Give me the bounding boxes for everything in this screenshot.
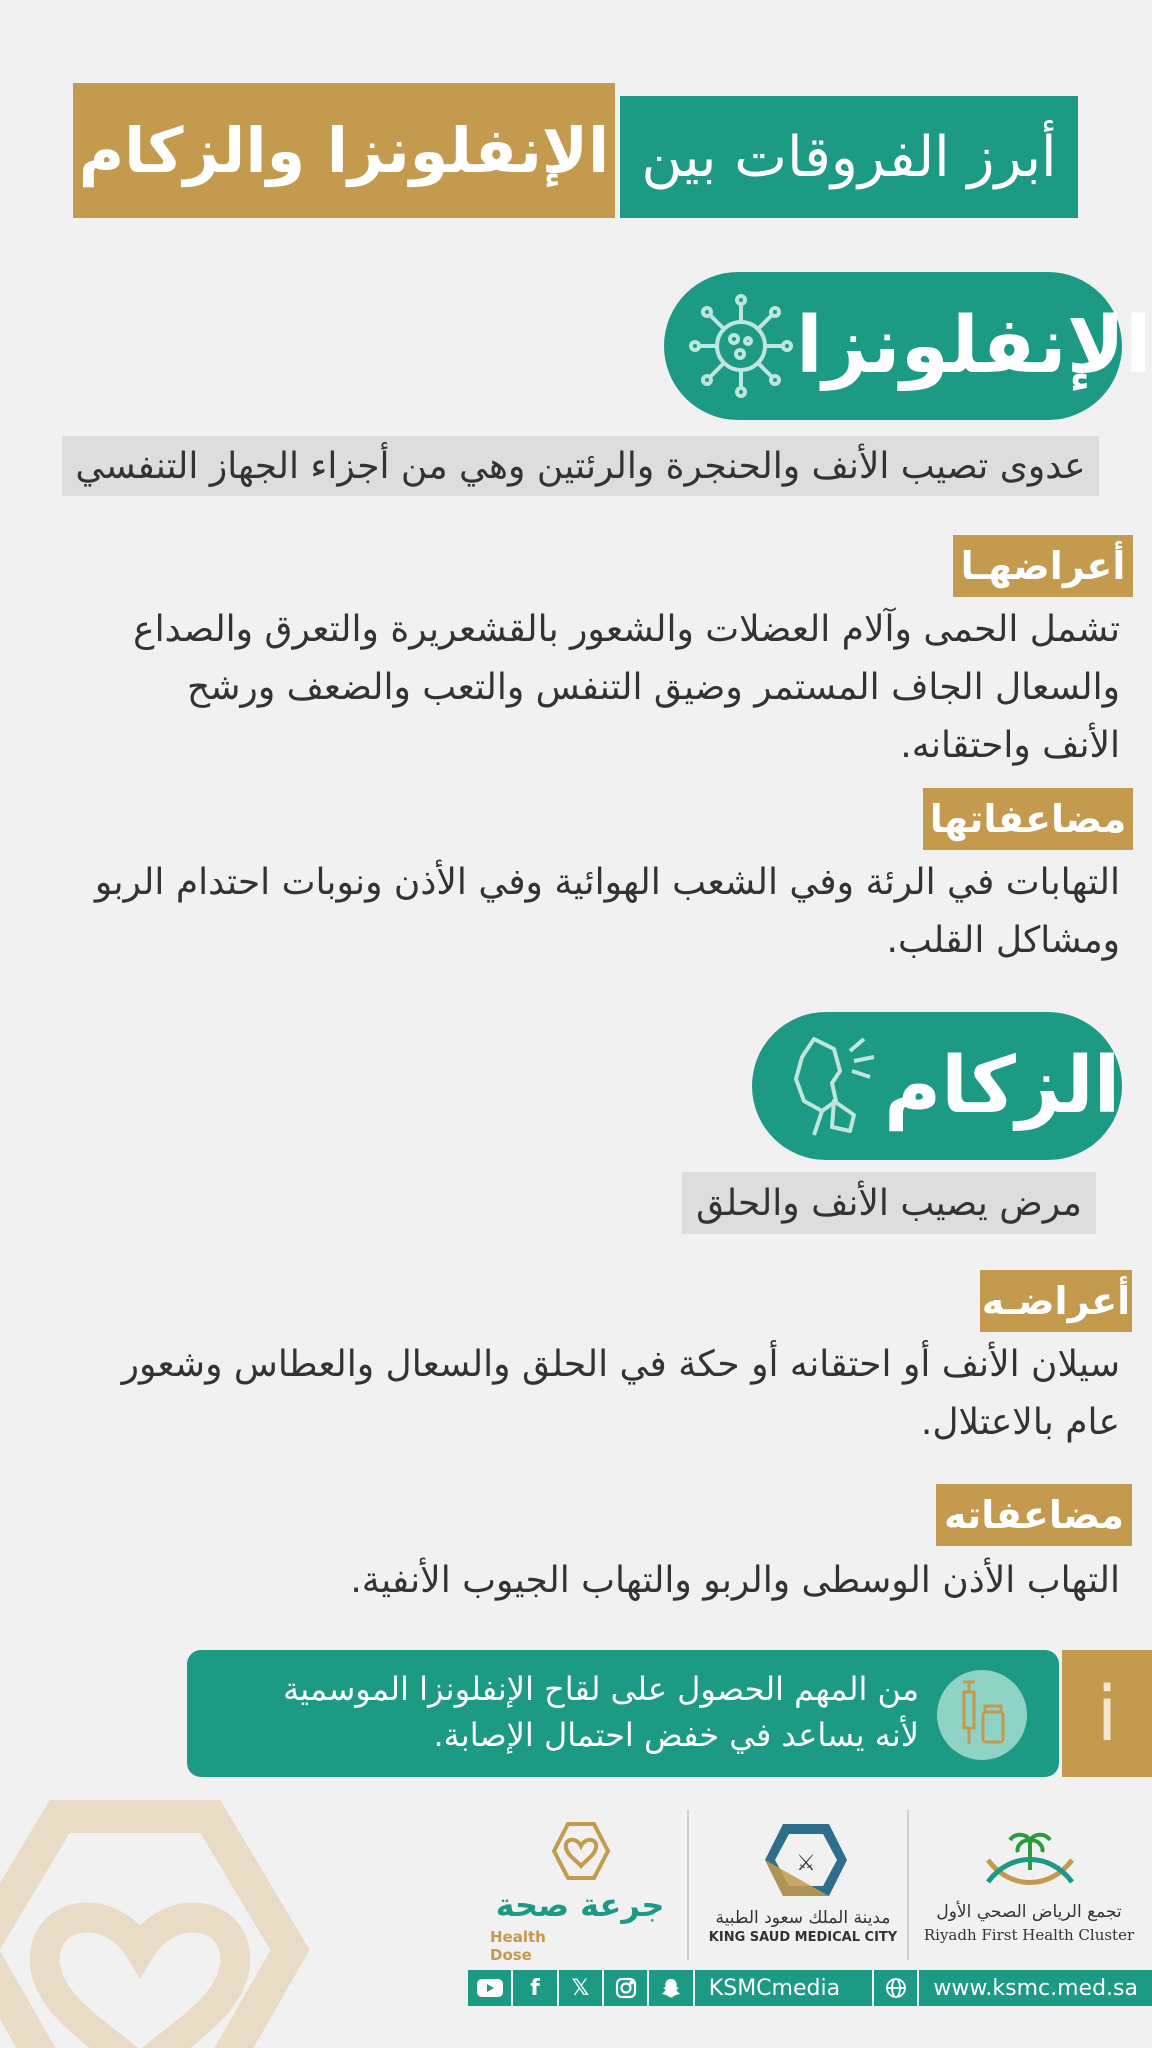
logo-divider <box>687 1810 689 1960</box>
instagram-icon[interactable] <box>602 1970 647 2006</box>
page-title: أبرز الفروقات بين <box>620 96 1078 218</box>
influenza-complications-text <box>60 854 1120 970</box>
influenza-complications-label: مضاعفاتها <box>923 788 1133 850</box>
text-line: عام بالاعتلال. <box>920 1402 1120 1443</box>
influenza-title: الإنفلونزا <box>796 301 1152 391</box>
heart-hexagon-icon <box>550 1820 612 1882</box>
cold-heading <box>752 1012 1122 1160</box>
text-line: تشمل الحمى وآلام العضلات والشعور بالقشعريرة والتعرق والصداع <box>133 609 1120 650</box>
influenza-description: عدوى تصيب الأنف والحنجرة والرئتين وهي من أجزاء الجهاز التنفسي <box>62 436 1099 496</box>
svg-text:⚔: ⚔ <box>796 1851 816 1876</box>
cold-complications-text <box>60 1552 1120 1610</box>
vaccine-icon <box>937 1670 1027 1760</box>
ksmc-arabic-name: مدينة الملك سعود الطبية <box>715 1908 891 1928</box>
vaccine-info-text <box>207 1666 919 1758</box>
text-line: لأنه يساعد في خفض احتمال الإصابة. <box>433 1716 919 1754</box>
health-dose-arabic: جرعة صحة <box>495 1886 665 1924</box>
influenza-symptoms-text <box>60 601 1120 775</box>
cold-symptoms-label: أعراضـه <box>980 1270 1132 1332</box>
globe-icon <box>872 1970 917 2006</box>
logo-divider <box>907 1810 909 1960</box>
text-line: من المهم الحصول على لقاح الإنفلونزا الموسمية <box>283 1670 919 1708</box>
influenza-symptoms-label: أعراضهـا <box>953 535 1133 597</box>
virus-icon <box>686 281 796 411</box>
cold-complications-label: مضاعفاته <box>936 1484 1132 1546</box>
text-line: ومشاكل القلب. <box>886 920 1120 961</box>
snapchat-icon[interactable] <box>647 1970 692 2006</box>
social-handle[interactable]: KSMCmedia <box>693 1970 862 2006</box>
ksmc-emblem-icon <box>763 1820 849 1900</box>
sneezing-person-icon <box>774 1021 884 1151</box>
ksmc-logo <box>698 1820 908 1950</box>
cold-description: مرض يصيب الأنف والحلق <box>682 1172 1096 1234</box>
website-link[interactable]: www.ksmc.med.sa <box>917 1970 1152 2006</box>
text-line: التهابات في الرئة وفي الشعب الهوائية وفي الأذن ونوبات احتدام الربو <box>94 862 1120 903</box>
decorative-heart-hexagon <box>0 1800 320 2048</box>
x-icon[interactable]: 𝕏 <box>557 1970 602 2006</box>
ksmc-english-name: KING SAUD MEDICAL CITY <box>708 1930 898 1945</box>
cold-symptoms-text <box>60 1336 1120 1452</box>
health-dose-logo <box>480 1820 680 1964</box>
info-icon: i <box>1062 1650 1152 1777</box>
text-line: التهاب الأذن الوسطى والربو والتهاب الجيوب الأنفية. <box>350 1560 1120 1601</box>
rfhc-arabic-name: تجمع الرياض الصحي الأول <box>936 1902 1122 1922</box>
title-highlight: الإنفلونزا والزكام <box>73 83 615 218</box>
youtube-icon[interactable] <box>468 1970 511 2006</box>
facebook-icon[interactable]: f <box>511 1970 556 2006</box>
cold-title: الزكام <box>884 1041 1121 1131</box>
rfhc-logo <box>918 1830 1140 1950</box>
health-dose-english: Health Dose <box>490 1928 546 1964</box>
text-line: الأنف واحتقانه. <box>900 725 1120 766</box>
text-line: والسعال الجاف المستمر وضيق التنفس والتعب والضعف ورشح <box>187 667 1120 708</box>
text-line: سيلان الأنف أو احتقانه أو حكة في الحلق والسعال والعطاس وشعور <box>121 1344 1120 1385</box>
rfhc-english-name: Riyadh First Health Cluster <box>923 1926 1135 1944</box>
palm-swords-emblem-icon <box>980 1830 1080 1896</box>
social-bar <box>468 1970 1152 2006</box>
influenza-heading <box>664 272 1152 420</box>
vaccine-info-box <box>187 1650 1059 1777</box>
